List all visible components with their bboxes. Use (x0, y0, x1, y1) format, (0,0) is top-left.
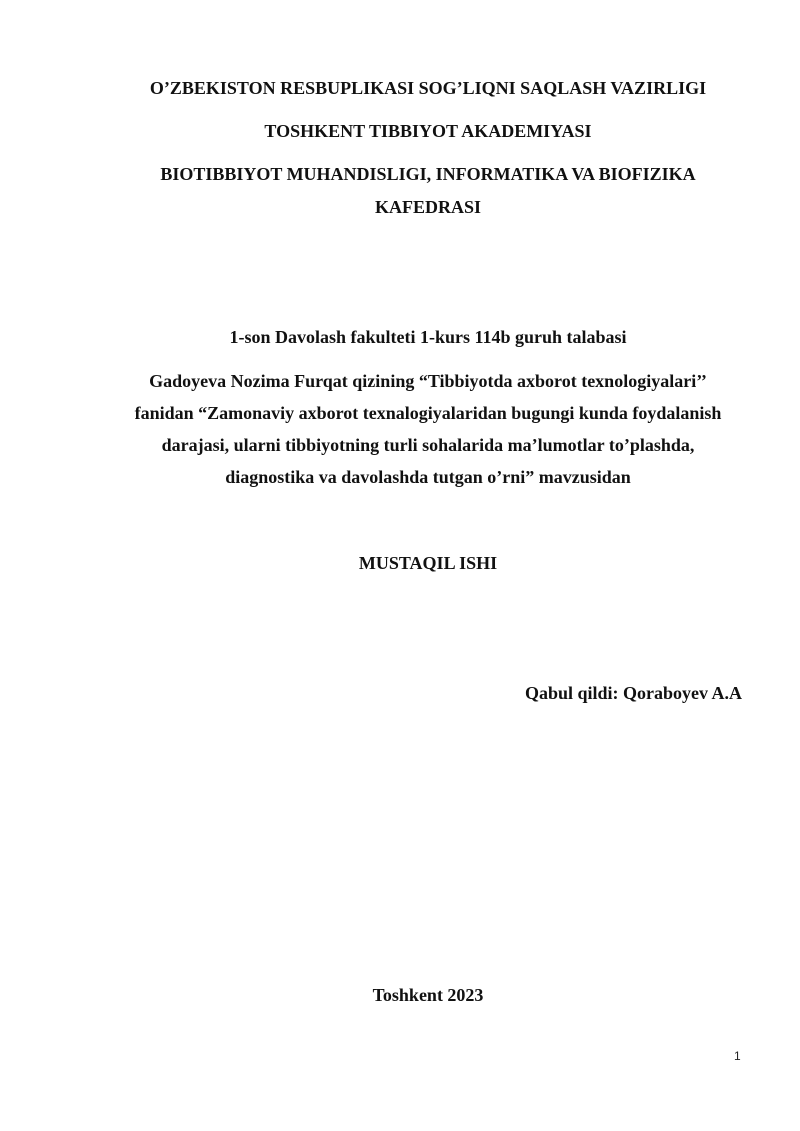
topic-line-1: Gadoyeva Nozima Furqat qizining “Tibbiyotda axborot texnologiyalari’’ (149, 371, 707, 391)
academy-title: TOSHKENT TIBBIYOT AKADEMIYASI (264, 121, 592, 141)
topic-line-3: darajasi, ularni tibbiyotning turli sohalarida ma’lumotlar to’plashda, (161, 435, 695, 455)
department-title-line-2: KAFEDRASI (374, 197, 481, 217)
accepted-by: Qabul qildi: Qoraboyev A.A (524, 683, 742, 703)
department-title-line-1: BIOTIBBIYOT MUHANDISLIGI, INFORMATIKA VA BIOFIZIKA (160, 164, 696, 184)
work-type-title: MUSTAQIL ISHI (358, 553, 498, 573)
ministry-title: O’ZBEKISTON RESBUPLIKASI SOG’LIQNI SAQLASH VAZIRLIGI (149, 78, 707, 98)
student-group-line: 1-son Davolash fakulteti 1-kurs 114b guruh talabasi (229, 327, 627, 347)
topic-line-2: fanidan “Zamonaviy axborot texnalogiyalaridan bugungi kunda foydalanish (134, 403, 722, 423)
city-year: Toshkent 2023 (372, 985, 484, 1005)
page-number: 1 (734, 1049, 741, 1063)
topic-line-4: diagnostika va davolashda tutgan o’rni” mavzusidan (225, 467, 631, 487)
